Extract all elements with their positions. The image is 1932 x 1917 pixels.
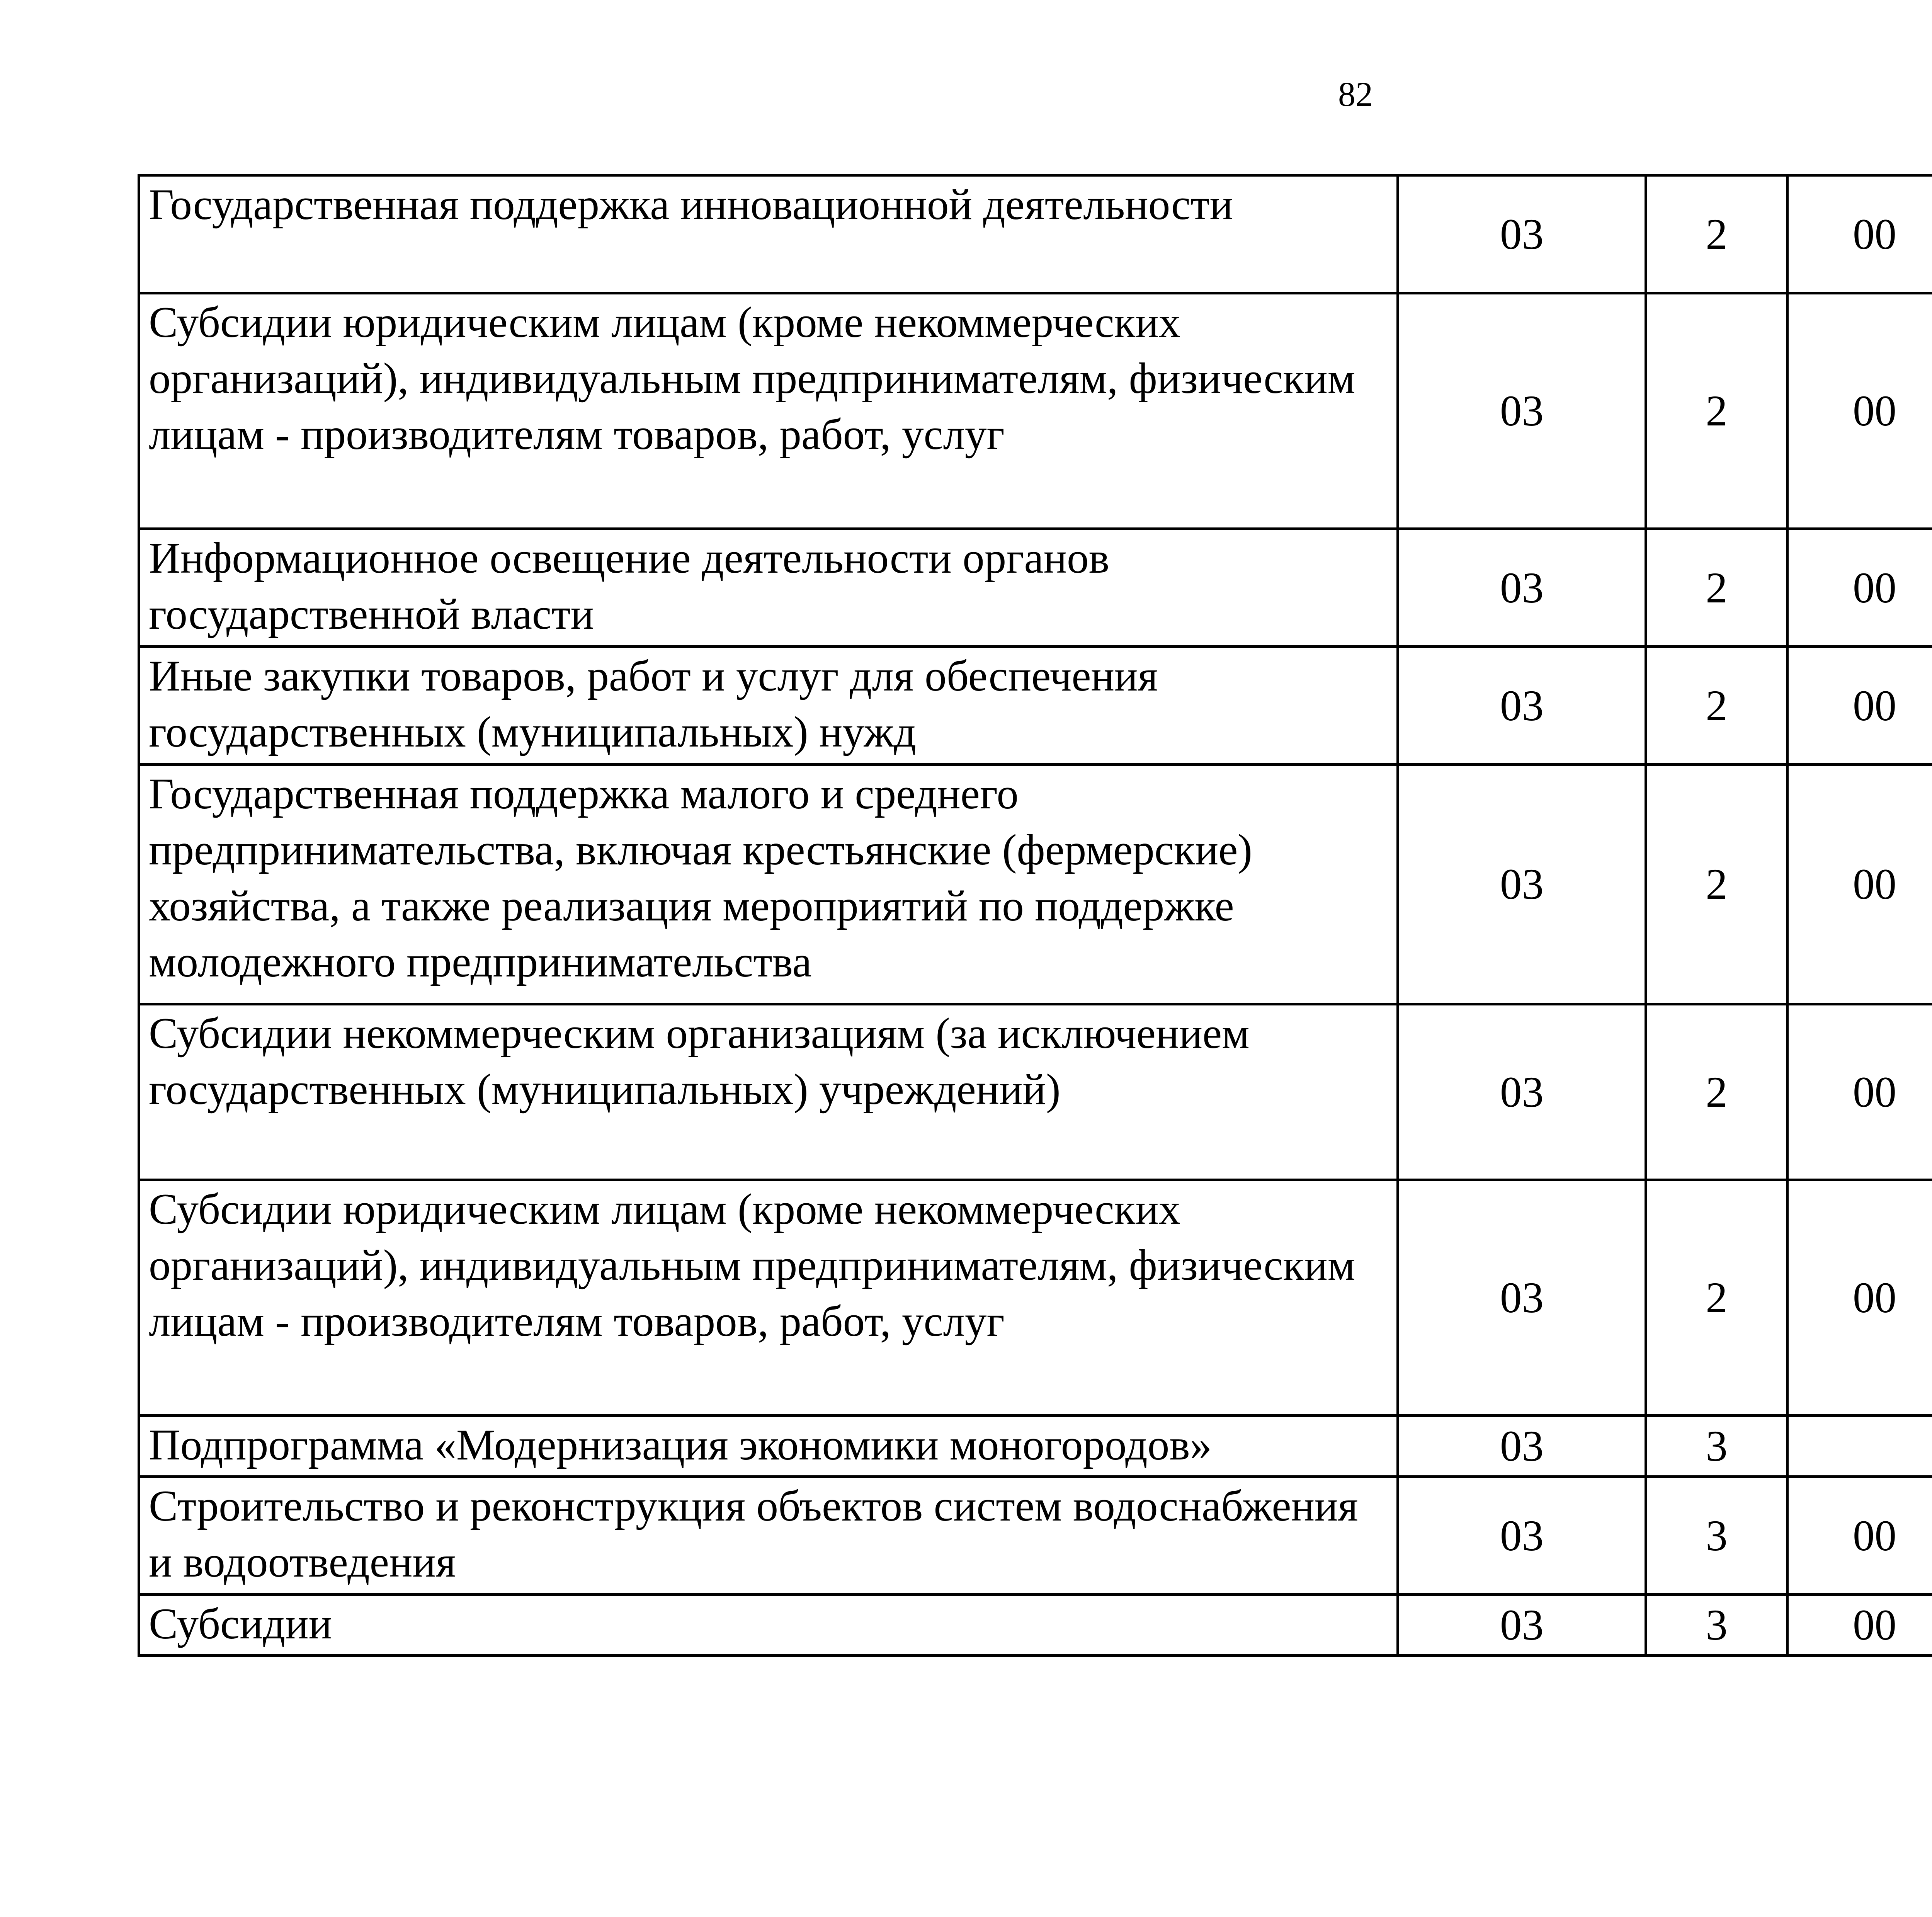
table-row: [139, 1004, 1932, 1180]
table-row: [139, 647, 1932, 765]
row-group-code: 00: [1787, 1180, 1932, 1416]
row-subprogram-code: 2: [1646, 1004, 1787, 1180]
row-group-code: 00: [1787, 1004, 1932, 1180]
row-section-code: 03: [1398, 529, 1646, 647]
row-group-code: 00: [1787, 293, 1932, 529]
row-group-code: 00: [1787, 529, 1932, 647]
row-subprogram-code: 2: [1646, 293, 1787, 529]
row-group-code: 00: [1787, 175, 1932, 293]
table-body: [139, 175, 1932, 1656]
row-name: Субсидии: [139, 1595, 1398, 1656]
table-row: [139, 175, 1932, 293]
row-name: Субсидии юридическим лицам (кроме некоммерческих организаций), индивидуальным предпринимателям, физическим лицам - производителям товаров, работ, услуг: [139, 1180, 1398, 1416]
row-section-code: 03: [1398, 175, 1646, 293]
row-group-code: 00: [1787, 1595, 1932, 1656]
table-row: [139, 529, 1932, 647]
row-section-code: 03: [1398, 1595, 1646, 1656]
table-row: [139, 1416, 1932, 1477]
row-section-code: 03: [1398, 1004, 1646, 1180]
row-name: Иные закупки товаров, работ и услуг для обеспечения государственных (муниципальных) нужд: [139, 647, 1398, 765]
row-subprogram-code: 3: [1646, 1595, 1787, 1656]
row-subprogram-code: 3: [1646, 1416, 1787, 1477]
row-name: Государственная поддержка инновационной деятельности: [139, 175, 1398, 293]
row-subprogram-code: 2: [1646, 765, 1787, 1004]
row-section-code: 03: [1398, 1416, 1646, 1477]
row-section-code: 03: [1398, 765, 1646, 1004]
row-group-code: 00: [1787, 1477, 1932, 1595]
row-subprogram-code: 2: [1646, 529, 1787, 647]
table-row: [139, 293, 1932, 529]
row-name: Субсидии юридическим лицам (кроме некоммерческих организаций), индивидуальным предпринимателям, физическим лицам - производителям товаров, работ, услуг: [139, 293, 1398, 529]
budget-table: [138, 174, 1932, 1657]
row-subprogram-code: 3: [1646, 1477, 1787, 1595]
page-number: 82: [1338, 75, 1373, 114]
row-name: Государственная поддержка малого и среднего предпринимательства, включая крестьянские (фермерские) хозяйства, а также реализация мероприятий по поддержке молодежного предпринимательства: [139, 765, 1398, 1004]
table-row: [139, 1180, 1932, 1416]
table-row: [139, 1477, 1932, 1595]
row-section-code: 03: [1398, 647, 1646, 765]
row-subprogram-code: 2: [1646, 1180, 1787, 1416]
row-group-code: [1787, 1416, 1932, 1477]
row-name: Субсидии некоммерческим организациям (за исключением государственных (муниципальных) учреждений): [139, 1004, 1398, 1180]
row-name: Строительство и реконструкция объектов систем водоснабжения и водоотведения: [139, 1477, 1398, 1595]
row-subprogram-code: 2: [1646, 647, 1787, 765]
row-group-code: 00: [1787, 765, 1932, 1004]
row-section-code: 03: [1398, 293, 1646, 529]
table-row: [139, 1595, 1932, 1656]
row-section-code: 03: [1398, 1180, 1646, 1416]
row-section-code: 03: [1398, 1477, 1646, 1595]
row-name: Подпрограмма «Модернизация экономики моногородов»: [139, 1416, 1398, 1477]
row-name: Информационное освещение деятельности органов государственной власти: [139, 529, 1398, 647]
table-row: [139, 765, 1932, 1004]
row-group-code: 00: [1787, 647, 1932, 765]
row-subprogram-code: 2: [1646, 175, 1787, 293]
